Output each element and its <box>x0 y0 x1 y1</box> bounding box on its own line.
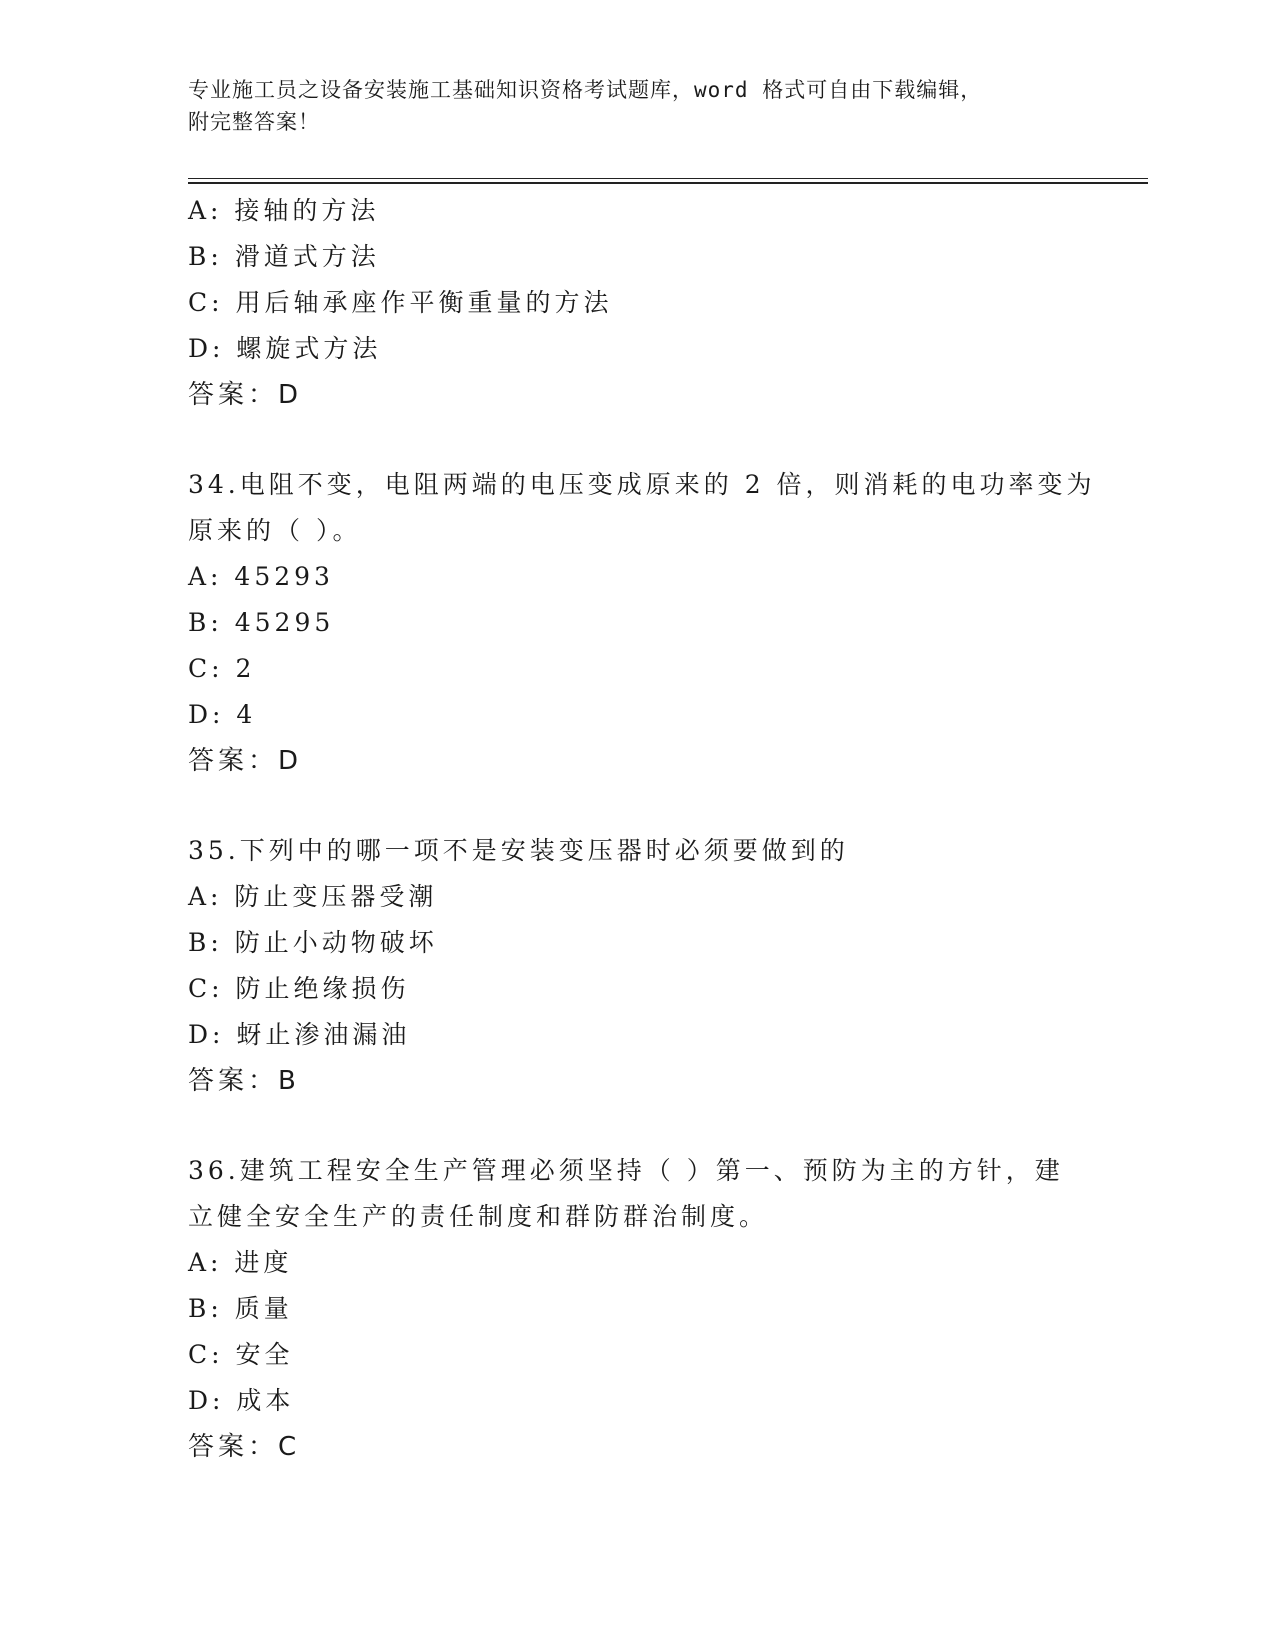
question-36 <box>188 1148 1088 1470</box>
answer: 答案：C <box>188 1432 301 1462</box>
question-35 <box>188 828 1088 1104</box>
option-b: B: 滑道式方法 <box>188 242 380 271</box>
document-header <box>188 74 1068 138</box>
question-stem-continued: 立健全安全生产的责任制度和群防群治制度。 <box>188 1202 769 1231</box>
option-b: B: 防止小动物破坏 <box>188 928 438 957</box>
header-divider-thin <box>188 178 1148 179</box>
spacer <box>188 784 1088 828</box>
option-b: B: 质量 <box>188 1294 293 1323</box>
question-stem: 34.电阻不变，电阻两端的电压变成原来的 2 倍，则消耗的电功率变为 <box>188 470 1096 499</box>
option-b: B: 45295 <box>188 608 335 637</box>
option-d: D: 螺旋式方法 <box>188 334 382 363</box>
option-a: A: 45293 <box>188 562 334 591</box>
option-a: A: 进度 <box>188 1248 293 1277</box>
header-line-1: 专业施工员之设备安装施工基础知识资格考试题库，word 格式可自由下载编辑， <box>188 78 983 102</box>
answer: 答案：D <box>188 380 303 410</box>
question-stem-continued: 原来的（ ）。 <box>188 516 362 545</box>
question-33 <box>188 188 1088 418</box>
option-d: D: 成本 <box>188 1386 295 1415</box>
option-c: C: 用后轴承座作平衡重量的方法 <box>188 288 613 317</box>
question-list <box>188 188 1096 1470</box>
answer: 答案：B <box>188 1066 300 1096</box>
option-a: A: 接轴的方法 <box>188 196 380 225</box>
option-c: C: 2 <box>188 654 256 683</box>
option-c: C: 安全 <box>188 1340 294 1369</box>
header-divider-thick <box>188 182 1148 184</box>
question-stem: 35.下列中的哪一项不是安装变压器时必须要做到的 <box>188 836 849 865</box>
option-a: A: 防止变压器受潮 <box>188 882 438 911</box>
header-line-2: 附完整答案！ <box>188 110 320 134</box>
question-stem: 36.建筑工程安全生产管理必须坚持（ ）第一、预防为主的方针，建 <box>188 1156 1064 1185</box>
spacer <box>188 1104 1088 1148</box>
option-d: D: 4 <box>188 700 257 729</box>
question-34 <box>188 462 1096 784</box>
spacer <box>188 418 1088 462</box>
option-c: C: 防止绝缘损伤 <box>188 974 410 1003</box>
option-d: D: 蚜止渗油漏油 <box>188 1020 411 1049</box>
answer: 答案：D <box>188 746 303 776</box>
